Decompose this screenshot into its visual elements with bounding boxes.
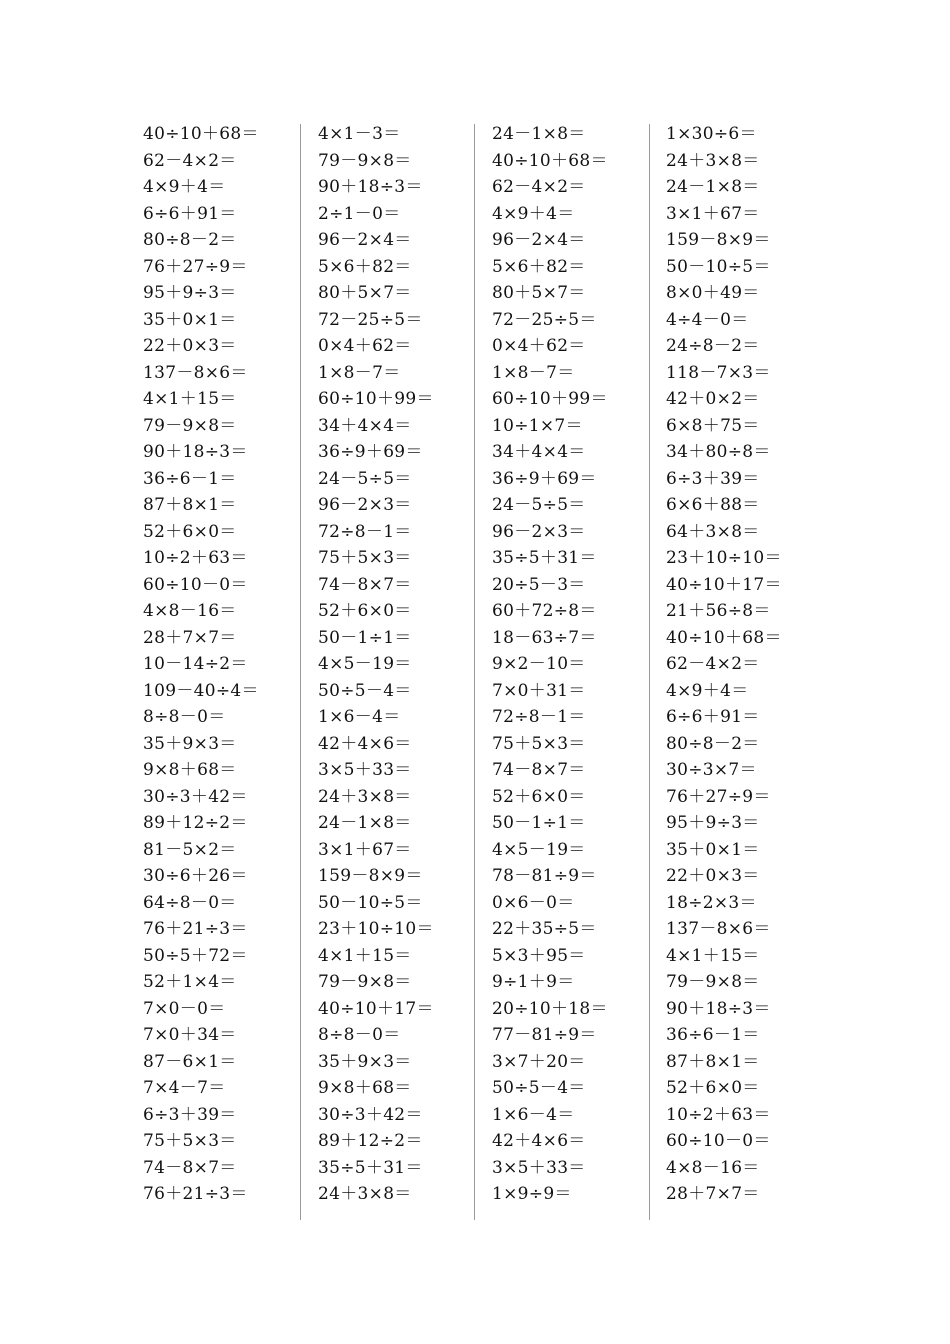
- math-problem: 35÷5＋31＝: [492, 548, 597, 568]
- problem-column-2: [318, 121, 488, 1208]
- math-problem: 118－7×3＝: [666, 362, 771, 383]
- math-problem: 28＋7×7＝: [143, 627, 237, 648]
- math-problem: 75＋5×3＝: [492, 733, 586, 754]
- math-problem: 4×9＋4＝: [492, 203, 575, 224]
- math-problem: 10÷1×7＝: [492, 415, 583, 436]
- math-problem: 52＋6×0＝: [143, 521, 237, 542]
- math-problem: 4×5－19＝: [318, 654, 412, 674]
- math-problem: 87＋8×1＝: [143, 495, 237, 515]
- math-problem: 35＋9×3＝: [318, 1051, 412, 1072]
- math-problem: 28＋7×7＝: [666, 1184, 760, 1204]
- math-problem: 137－8×6＝: [143, 362, 248, 383]
- math-problem: 36÷9＋69＝: [318, 442, 423, 462]
- math-problem: 50－10÷5＝: [666, 256, 771, 277]
- math-problem: 159－8×9＝: [318, 866, 423, 886]
- math-problem: 34＋80÷8＝: [666, 442, 771, 462]
- math-problem: 89＋12÷2＝: [143, 813, 248, 833]
- math-problem: 40÷10＋68＝: [143, 124, 259, 144]
- math-problem: 74－8×7＝: [492, 760, 586, 780]
- math-problem: 76＋27÷9＝: [143, 256, 248, 277]
- problem-column-4: [666, 121, 836, 1208]
- math-problem: 24－5÷5＝: [492, 495, 586, 515]
- math-problem: 9×8＋68＝: [143, 760, 237, 780]
- math-problem: 21＋56÷8＝: [666, 601, 771, 621]
- math-problem: 6÷6＋91＝: [143, 203, 237, 224]
- math-problem: 23＋10÷10＝: [666, 548, 782, 568]
- math-problem: 50÷5－4＝: [318, 680, 412, 701]
- math-problem: 60÷10＋99＝: [318, 389, 434, 409]
- math-problem: 8÷8－0＝: [143, 707, 226, 727]
- math-problem: 96－2×4＝: [318, 230, 412, 250]
- math-problem: 36÷6－1＝: [666, 1025, 760, 1045]
- math-problem: 24－1×8＝: [492, 124, 586, 144]
- math-problem: 8÷8－0＝: [318, 1025, 401, 1045]
- math-problem: 76＋21÷3＝: [143, 919, 248, 939]
- math-problem: 76＋27÷9＝: [666, 786, 771, 807]
- math-problem: 72－25÷5＝: [492, 309, 597, 330]
- math-problem: 78－81÷9＝: [492, 866, 597, 886]
- math-problem: 50÷5＋72＝: [143, 945, 248, 966]
- math-problem: 96－2×3＝: [492, 521, 586, 542]
- math-problem: 79－9×8＝: [143, 415, 237, 436]
- math-problem: 10－14÷2＝: [143, 654, 248, 674]
- math-problem: 24＋3×8＝: [666, 150, 760, 171]
- math-problem: 52＋1×4＝: [143, 972, 237, 992]
- math-problem: 4×1＋15＝: [143, 389, 237, 409]
- math-problem: 52＋6×0＝: [492, 786, 586, 807]
- math-problem: 35÷5＋31＝: [318, 1157, 423, 1178]
- math-problem: 35＋0×1＝: [143, 309, 237, 330]
- math-problem: 52＋6×0＝: [318, 601, 412, 621]
- math-problem: 64＋3×8＝: [666, 521, 760, 542]
- math-problem: 36÷6－1＝: [143, 468, 237, 489]
- math-problem: 72－25÷5＝: [318, 309, 423, 330]
- math-problem: 79－9×8＝: [318, 972, 412, 992]
- math-problem: 40÷10＋17＝: [318, 998, 434, 1019]
- math-problem: 1×30÷6＝: [666, 124, 757, 144]
- math-problem: 52＋6×0＝: [666, 1078, 760, 1098]
- math-problem: 40÷10＋68＝: [666, 627, 782, 648]
- math-problem: 24－1×8＝: [318, 813, 412, 833]
- math-problem: 79－9×8＝: [318, 150, 412, 171]
- math-problem: 24＋3×8＝: [318, 786, 412, 807]
- math-problem: 1×6－4＝: [492, 1104, 575, 1125]
- math-problem: 34＋4×4＝: [318, 415, 412, 436]
- math-problem: 80÷8－2＝: [143, 230, 237, 250]
- column-divider-1: [300, 124, 301, 1220]
- math-problem: 0×4＋62＝: [492, 336, 586, 356]
- column-divider-2: [474, 124, 475, 1220]
- math-problem: 18－63÷7＝: [492, 627, 597, 648]
- math-problem: 3×5＋33＝: [492, 1157, 586, 1178]
- math-problem: 10÷2＋63＝: [666, 1104, 771, 1125]
- math-problem: 4×9＋4＝: [666, 680, 749, 701]
- math-problem: 4×9＋4＝: [143, 177, 226, 197]
- math-problem: 24－5÷5＝: [318, 468, 412, 489]
- math-problem: 96－2×3＝: [318, 495, 412, 515]
- math-problem: 9×8＋68＝: [318, 1078, 412, 1098]
- math-problem: 7×0＋34＝: [143, 1025, 237, 1045]
- math-problem: 30÷3×7＝: [666, 760, 757, 780]
- math-problem: 62－4×2＝: [492, 177, 586, 197]
- math-problem: 5×6＋82＝: [318, 256, 412, 277]
- math-problem: 7×0－0＝: [143, 998, 226, 1019]
- math-problem: 60÷10－0＝: [666, 1131, 771, 1151]
- math-problem: 23＋10÷10＝: [318, 919, 434, 939]
- math-problem: 62－4×2＝: [143, 150, 237, 171]
- math-problem: 36÷9＋69＝: [492, 468, 597, 489]
- math-problem: 80＋5×7＝: [318, 283, 412, 303]
- math-problem: 1×8－7＝: [318, 362, 401, 383]
- math-problem: 40÷10＋68＝: [492, 150, 608, 171]
- math-problem: 96－2×4＝: [492, 230, 586, 250]
- math-problem: 10÷2＋63＝: [143, 548, 248, 568]
- math-problem: 35＋0×1＝: [666, 839, 760, 860]
- math-problem: 20÷5－3＝: [492, 574, 586, 595]
- math-problem: 62－4×2＝: [666, 654, 760, 674]
- math-problem: 6÷3＋39＝: [666, 468, 760, 489]
- math-problem: 42＋4×6＝: [492, 1131, 586, 1151]
- math-problem: 4÷4－0＝: [666, 309, 749, 330]
- math-problem: 60÷10－0＝: [143, 574, 248, 595]
- math-problem: 42＋0×2＝: [666, 389, 760, 409]
- math-problem: 75＋5×3＝: [143, 1131, 237, 1151]
- math-problem: 35＋9×3＝: [143, 733, 237, 754]
- math-problem: 6×6＋88＝: [666, 495, 760, 515]
- math-problem: 4×1－3＝: [318, 124, 401, 144]
- math-problem: 77－81÷9＝: [492, 1025, 597, 1045]
- math-problem: 87－6×1＝: [143, 1051, 237, 1072]
- math-problem: 9÷1＋9＝: [492, 972, 575, 992]
- math-problem: 6÷6＋91＝: [666, 707, 760, 727]
- math-problem: 7×0＋31＝: [492, 680, 586, 701]
- math-problem: 50－1÷1＝: [318, 627, 412, 648]
- math-problem: 109－40÷4＝: [143, 680, 259, 701]
- math-problem: 22＋0×3＝: [143, 336, 237, 356]
- math-problem: 30÷3＋42＝: [143, 786, 248, 807]
- math-problem: 50÷5－4＝: [492, 1078, 586, 1098]
- math-problem: 4×1＋15＝: [318, 945, 412, 966]
- math-problem: 20÷10＋18＝: [492, 998, 608, 1019]
- math-problem: 79－9×8＝: [666, 972, 760, 992]
- math-problem: 3×5＋33＝: [318, 760, 412, 780]
- math-problem: 0×6－0＝: [492, 892, 575, 913]
- math-problem: 3×1＋67＝: [318, 839, 412, 860]
- math-problem: 75＋5×3＝: [318, 548, 412, 568]
- math-problem: 30÷3＋42＝: [318, 1104, 423, 1125]
- math-problem: 81－5×2＝: [143, 839, 237, 860]
- math-problem: 60÷10＋99＝: [492, 389, 608, 409]
- math-problem: 1×8－7＝: [492, 362, 575, 383]
- math-problem: 74－8×7＝: [318, 574, 412, 595]
- math-problem: 7×4－7＝: [143, 1078, 226, 1098]
- math-problem: 3×7＋20＝: [492, 1051, 586, 1072]
- math-problem: 72÷8－1＝: [318, 521, 412, 542]
- math-problem: 1×6－4＝: [318, 707, 401, 727]
- column-divider-3: [649, 124, 650, 1220]
- math-problem: 24＋3×8＝: [318, 1184, 412, 1204]
- math-problem: 4×5－19＝: [492, 839, 586, 860]
- problem-column-3: [492, 121, 662, 1208]
- math-problem: 80＋5×7＝: [492, 283, 586, 303]
- math-problem: 40÷10＋17＝: [666, 574, 782, 595]
- math-problem: 9×2－10＝: [492, 654, 586, 674]
- math-problem: 159－8×9＝: [666, 230, 771, 250]
- math-problem: 18÷2×3＝: [666, 892, 757, 913]
- math-problem: 90＋18÷3＝: [666, 998, 771, 1019]
- math-problem: 8×0＋49＝: [666, 283, 760, 303]
- math-problem: 4×8－16＝: [666, 1157, 760, 1178]
- math-problem: 50－10÷5＝: [318, 892, 423, 913]
- math-problem: 137－8×6＝: [666, 919, 771, 939]
- math-problem: 64÷8－0＝: [143, 892, 237, 913]
- math-problem: 2÷1－0＝: [318, 203, 401, 224]
- math-problem: 74－8×7＝: [143, 1157, 237, 1178]
- math-problem: 90＋18÷3＝: [143, 442, 248, 462]
- math-problem: 89＋12÷2＝: [318, 1131, 423, 1151]
- math-problem: 4×1＋15＝: [666, 945, 760, 966]
- math-problem: 0×4＋62＝: [318, 336, 412, 356]
- math-problem: 5×6＋82＝: [492, 256, 586, 277]
- math-problem: 24÷8－2＝: [666, 336, 760, 356]
- math-problem: 22＋0×3＝: [666, 866, 760, 886]
- math-problem: 4×8－16＝: [143, 601, 237, 621]
- math-problem: 72÷8－1＝: [492, 707, 586, 727]
- math-problem: 87＋8×1＝: [666, 1051, 760, 1072]
- math-problem: 6×8＋75＝: [666, 415, 760, 436]
- math-problem: 95＋9÷3＝: [666, 813, 760, 833]
- math-problem: 42＋4×6＝: [318, 733, 412, 754]
- math-problem: 1×9÷9＝: [492, 1184, 572, 1204]
- math-problem: 24－1×8＝: [666, 177, 760, 197]
- math-problem: 50－1÷1＝: [492, 813, 586, 833]
- math-problem: 90＋18÷3＝: [318, 177, 423, 197]
- math-problem: 95＋9÷3＝: [143, 283, 237, 303]
- problem-column-1: [143, 121, 313, 1208]
- math-problem: 80÷8－2＝: [666, 733, 760, 754]
- math-problem: 34＋4×4＝: [492, 442, 586, 462]
- math-problem: 6÷3＋39＝: [143, 1104, 237, 1125]
- math-problem: 30÷6＋26＝: [143, 866, 248, 886]
- math-problem: 60＋72÷8＝: [492, 601, 597, 621]
- math-problem: 3×1＋67＝: [666, 203, 760, 224]
- math-problem: 22＋35÷5＝: [492, 919, 597, 939]
- math-problem: 76＋21÷3＝: [143, 1184, 248, 1204]
- math-problem: 5×3＋95＝: [492, 945, 586, 966]
